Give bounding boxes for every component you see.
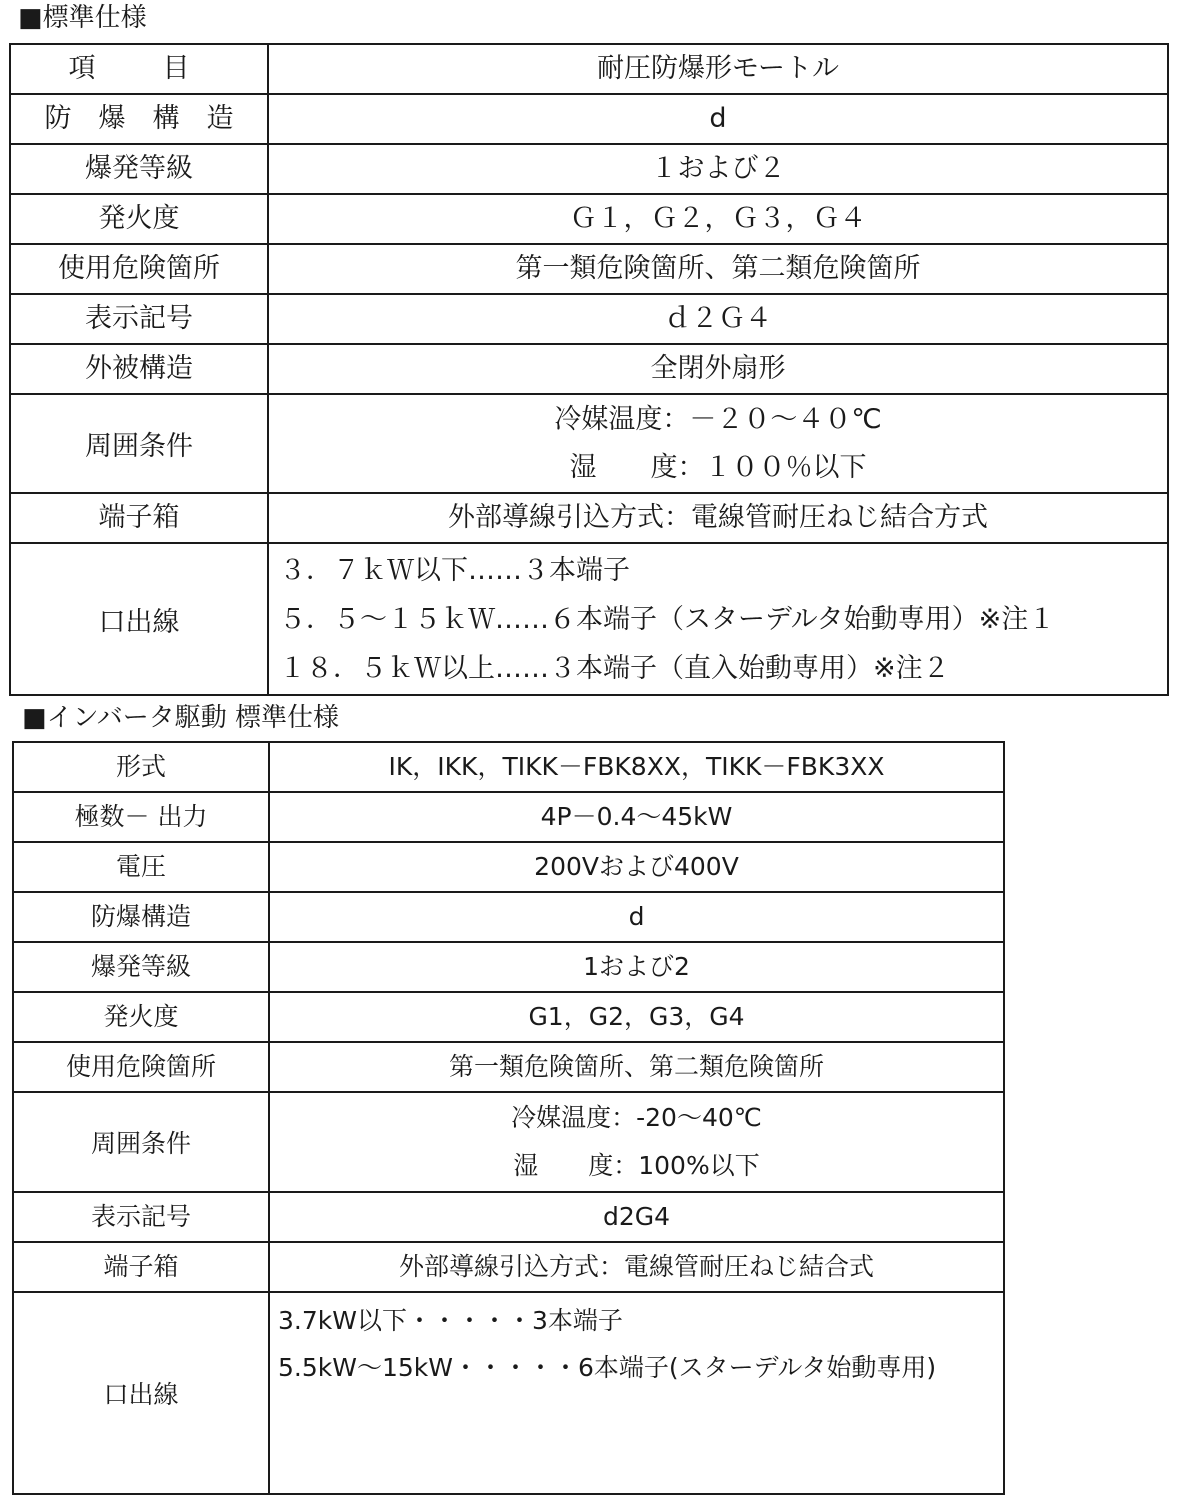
table-row [10,543,1168,695]
row-label-terminal-box: 端子箱 [10,493,268,543]
table-row [10,493,1168,543]
row-value-terminal-box: 外部導線引込方式：電線管耐圧ねじ結合方式 [268,493,1168,543]
section-title-standard-spec: ■標準仕様 [18,3,147,33]
row-value-lead-wire [269,1292,1004,1494]
standard-spec-table [9,43,1169,696]
row-value-item: 耐圧防爆形モートル [268,44,1168,94]
row-value-ignition: G1，G2，G3，G4 [269,992,1004,1042]
row-value-hazard-area: 第一類危険箇所、第二類危険箇所 [269,1042,1004,1092]
row-label-ignition: 発火度 [10,194,268,244]
row-value-explosion-protection: d [268,94,1168,144]
section-title-inverter-spec: ■インバータ駆動 標準仕様 [22,703,340,733]
row-label-explosion-protection: 防 爆 構 造 [10,94,268,144]
table-row [13,1092,1004,1192]
row-label-ambient: 周囲条件 [10,394,268,493]
table-row [13,742,1004,792]
row-value-marking: d2G4 [269,1192,1004,1242]
lead-wire-line: 3.7kW以下・・・・・3本端子 [278,1306,623,1335]
row-value-enclosure: 全閉外扇形 [268,344,1168,394]
table-row [10,144,1168,194]
table-row [10,244,1168,294]
table-row [13,992,1004,1042]
lead-wire-line: ５．５～１５ｋＷ……６本端子（スターデルタ始動専用）※注１ [279,603,1056,635]
row-label-hazard-area: 使用危険箇所 [13,1042,269,1092]
row-label-explosion-class: 爆発等級 [13,942,269,992]
table-row [13,1242,1004,1292]
lead-wire-line: 5.5kW～15kW・・・・・6本端子(スターデルタ始動専用) [278,1353,937,1382]
row-label-ignition: 発火度 [13,992,269,1042]
row-label-lead-wire: 口出線 [10,543,268,695]
table-row [13,892,1004,942]
table-row [10,394,1168,493]
row-label-poles-output: 極数－ 出力 [13,792,269,842]
table-row [10,194,1168,244]
row-value-terminal-box: 外部導線引込方式：電線管耐圧ねじ結合式 [269,1242,1004,1292]
row-value-voltage: 200Vおよび400V [269,842,1004,892]
table-row [13,942,1004,992]
row-value-model: IK，IKK，TIKK－FBK8XX，TIKK－FBK3XX [269,742,1004,792]
ambient-line-humidity: 湿 度：１００％以下 [569,451,867,483]
table-row [10,44,1168,94]
row-label-model: 形式 [13,742,269,792]
row-value-marking: ｄ２Ｇ４ [268,294,1168,344]
row-label-explosion-class: 爆発等級 [10,144,268,194]
row-label-explosion-protection: 防爆構造 [13,892,269,942]
row-value-explosion-class: 1および2 [269,942,1004,992]
row-value-poles-output: 4P－0.4～45kW [269,792,1004,842]
row-value-hazard-area: 第一類危険箇所、第二類危険箇所 [268,244,1168,294]
table-row [13,1042,1004,1092]
ambient-line-temperature: 冷媒温度：－２０～４０℃ [554,403,882,435]
lead-wire-line: １８．５ｋＷ以上……３本端子（直入始動専用）※注２ [279,652,950,684]
inverter-spec-table [12,741,1005,1495]
row-label-terminal-box: 端子箱 [13,1242,269,1292]
row-value-explosion-protection: d [269,892,1004,942]
row-label-voltage: 電圧 [13,842,269,892]
row-label-item: 項 目 [10,44,268,94]
ambient-line-humidity: 湿 度：100%以下 [513,1151,760,1180]
row-label-marking: 表示記号 [10,294,268,344]
table-row [13,842,1004,892]
row-value-explosion-class: １および２ [268,144,1168,194]
row-label-lead-wire: 口出線 [13,1292,269,1494]
row-value-ambient [269,1092,1004,1192]
row-label-marking: 表示記号 [13,1192,269,1242]
table-row [10,344,1168,394]
row-label-ambient: 周囲条件 [13,1092,269,1192]
table-row [13,792,1004,842]
row-value-ignition: Ｇ１，Ｇ２，Ｇ３，Ｇ４ [268,194,1168,244]
row-value-ambient [268,394,1168,493]
table-row [10,94,1168,144]
lead-wire-line: ３．７ｋＷ以下……３本端子 [279,554,630,586]
ambient-line-temperature: 冷媒温度：-20～40℃ [511,1103,762,1132]
table-row [13,1292,1004,1494]
row-label-enclosure: 外被構造 [10,344,268,394]
table-row [13,1192,1004,1242]
row-label-hazard-area: 使用危険箇所 [10,244,268,294]
table-row [10,294,1168,344]
row-value-lead-wire [268,543,1168,695]
